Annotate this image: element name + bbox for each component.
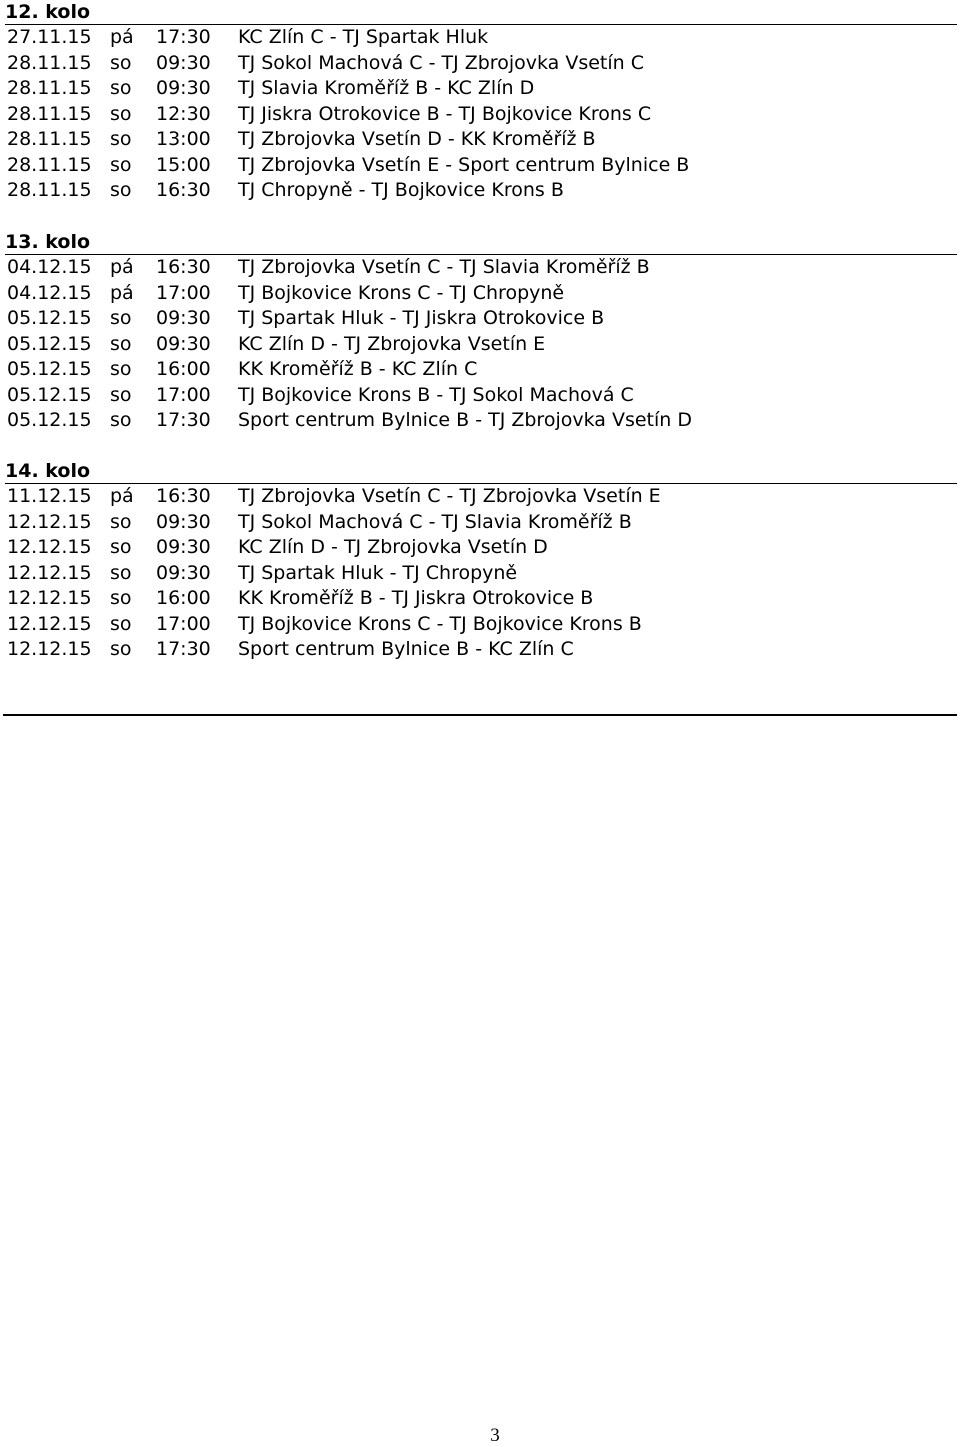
round-title: 12. kolo bbox=[5, 0, 957, 25]
match-time: 17:00 bbox=[156, 612, 211, 635]
match-time: 09:30 bbox=[156, 332, 211, 355]
match-row bbox=[5, 306, 957, 332]
match-row bbox=[5, 25, 957, 51]
match-time: 09:30 bbox=[156, 51, 211, 74]
match-day: so bbox=[110, 307, 132, 329]
match-row bbox=[5, 408, 957, 434]
match-time: 16:30 bbox=[156, 179, 211, 201]
match-day: so bbox=[110, 128, 132, 150]
match-row bbox=[5, 127, 957, 153]
match-time: 09:30 bbox=[156, 561, 211, 584]
match-day: so bbox=[110, 332, 132, 355]
match-row bbox=[5, 76, 957, 102]
match-teams: Sport centrum Bylnice B - TJ Zbrojovka Vsetín D bbox=[238, 409, 692, 431]
match-row bbox=[5, 357, 957, 383]
match-row bbox=[5, 510, 957, 536]
match-teams: KC Zlín D - TJ Zbrojovka Vsetín D bbox=[238, 536, 548, 558]
match-row bbox=[5, 484, 957, 510]
match-teams: TJ Bojkovice Krons B - TJ Sokol Machová C bbox=[238, 383, 634, 406]
match-row bbox=[5, 153, 957, 179]
match-teams: TJ Bojkovice Krons C - TJ Bojkovice Krons B bbox=[238, 612, 642, 635]
match-time: 09:30 bbox=[156, 510, 211, 533]
match-teams: TJ Bojkovice Krons C - TJ Chropyně bbox=[238, 281, 565, 304]
match-time: 09:30 bbox=[156, 307, 211, 329]
match-date: 05.12.15 bbox=[7, 332, 92, 355]
match-day: so bbox=[110, 409, 132, 431]
match-day: so bbox=[110, 51, 132, 74]
match-day: so bbox=[110, 358, 132, 380]
match-teams: KC Zlín D - TJ Zbrojovka Vsetín E bbox=[238, 332, 546, 355]
match-teams: TJ Sokol Machová C - TJ Zbrojovka Vsetín C bbox=[238, 51, 644, 74]
round-title: 13. kolo bbox=[5, 230, 957, 255]
match-day: so bbox=[110, 612, 132, 635]
round-13 bbox=[5, 230, 957, 434]
match-day: so bbox=[110, 179, 132, 201]
round-14 bbox=[5, 459, 957, 663]
match-time: 16:30 bbox=[156, 256, 211, 278]
match-teams: TJ Slavia Kroměříž B - KC Zlín D bbox=[238, 77, 535, 99]
match-time: 17:00 bbox=[156, 281, 211, 304]
match-date: 28.11.15 bbox=[7, 179, 92, 201]
round-12 bbox=[5, 0, 957, 204]
match-teams: TJ Sokol Machová C - TJ Slavia Kroměříž B bbox=[238, 510, 632, 533]
match-day: pá bbox=[110, 485, 134, 507]
match-teams: Sport centrum Bylnice B - KC Zlín C bbox=[238, 638, 574, 660]
match-row bbox=[5, 383, 957, 409]
match-day: so bbox=[110, 536, 132, 558]
match-row bbox=[5, 332, 957, 358]
match-day: so bbox=[110, 638, 132, 660]
match-day: so bbox=[110, 383, 132, 406]
match-date: 04.12.15 bbox=[7, 256, 92, 278]
page-number: 3 bbox=[490, 1425, 500, 1446]
match-row bbox=[5, 561, 957, 587]
match-date: 12.12.15 bbox=[7, 612, 92, 635]
match-teams: TJ Chropyně - TJ Bojkovice Krons B bbox=[238, 179, 564, 201]
match-date: 04.12.15 bbox=[7, 281, 92, 304]
match-time: 17:30 bbox=[156, 26, 211, 48]
match-day: so bbox=[110, 510, 132, 533]
match-teams: TJ Zbrojovka Vsetín C - TJ Slavia Kroměříž B bbox=[238, 256, 650, 278]
match-date: 12.12.15 bbox=[7, 561, 92, 584]
match-time: 12:30 bbox=[156, 102, 211, 125]
match-date: 05.12.15 bbox=[7, 307, 92, 329]
match-row bbox=[5, 102, 957, 128]
match-date: 11.12.15 bbox=[7, 485, 92, 507]
match-time: 09:30 bbox=[156, 77, 211, 99]
match-row bbox=[5, 612, 957, 638]
match-row bbox=[5, 586, 957, 612]
match-date: 05.12.15 bbox=[7, 358, 92, 380]
match-date: 05.12.15 bbox=[7, 409, 92, 431]
match-date: 28.11.15 bbox=[7, 77, 92, 99]
match-teams: TJ Zbrojovka Vsetín D - KK Kroměříž B bbox=[238, 128, 596, 150]
match-teams: TJ Zbrojovka Vsetín E - Sport centrum Bylnice B bbox=[238, 153, 690, 176]
match-time: 09:30 bbox=[156, 536, 211, 558]
match-date: 27.11.15 bbox=[7, 26, 92, 48]
match-day: so bbox=[110, 587, 132, 609]
table-bottom-rule bbox=[3, 714, 957, 716]
match-row bbox=[5, 51, 957, 77]
match-row bbox=[5, 535, 957, 561]
match-teams: KC Zlín C - TJ Spartak Hluk bbox=[238, 26, 489, 48]
round-title: 14. kolo bbox=[5, 459, 957, 484]
match-teams: TJ Zbrojovka Vsetín C - TJ Zbrojovka Vsetín E bbox=[238, 485, 661, 507]
match-date: 28.11.15 bbox=[7, 128, 92, 150]
match-date: 28.11.15 bbox=[7, 51, 92, 74]
match-time: 13:00 bbox=[156, 128, 211, 150]
match-row bbox=[5, 255, 957, 281]
match-day: so bbox=[110, 153, 132, 176]
match-date: 12.12.15 bbox=[7, 510, 92, 533]
match-row bbox=[5, 637, 957, 663]
match-teams: KK Kroměříž B - KC Zlín C bbox=[238, 358, 478, 380]
match-day: pá bbox=[110, 256, 134, 278]
match-date: 12.12.15 bbox=[7, 638, 92, 660]
match-time: 16:00 bbox=[156, 358, 211, 380]
match-date: 12.12.15 bbox=[7, 587, 92, 609]
match-time: 16:30 bbox=[156, 485, 211, 507]
match-row bbox=[5, 281, 957, 307]
match-day: so bbox=[110, 77, 132, 99]
match-date: 28.11.15 bbox=[7, 153, 92, 176]
match-time: 15:00 bbox=[156, 153, 211, 176]
match-day: so bbox=[110, 561, 132, 584]
match-teams: TJ Jiskra Otrokovice B - TJ Bojkovice Krons C bbox=[238, 102, 652, 125]
match-time: 17:30 bbox=[156, 409, 211, 431]
match-day: so bbox=[110, 102, 132, 125]
match-time: 16:00 bbox=[156, 587, 211, 609]
match-date: 12.12.15 bbox=[7, 536, 92, 558]
match-teams: TJ Spartak Hluk - TJ Jiskra Otrokovice B bbox=[238, 307, 605, 329]
match-time: 17:30 bbox=[156, 638, 211, 660]
match-date: 05.12.15 bbox=[7, 383, 92, 406]
match-date: 28.11.15 bbox=[7, 102, 92, 125]
match-teams: TJ Spartak Hluk - TJ Chropyně bbox=[238, 561, 518, 584]
match-time: 17:00 bbox=[156, 383, 211, 406]
match-day: pá bbox=[110, 281, 134, 304]
match-day: pá bbox=[110, 26, 134, 48]
match-row bbox=[5, 178, 957, 204]
match-teams: KK Kroměříž B - TJ Jiskra Otrokovice B bbox=[238, 587, 594, 609]
